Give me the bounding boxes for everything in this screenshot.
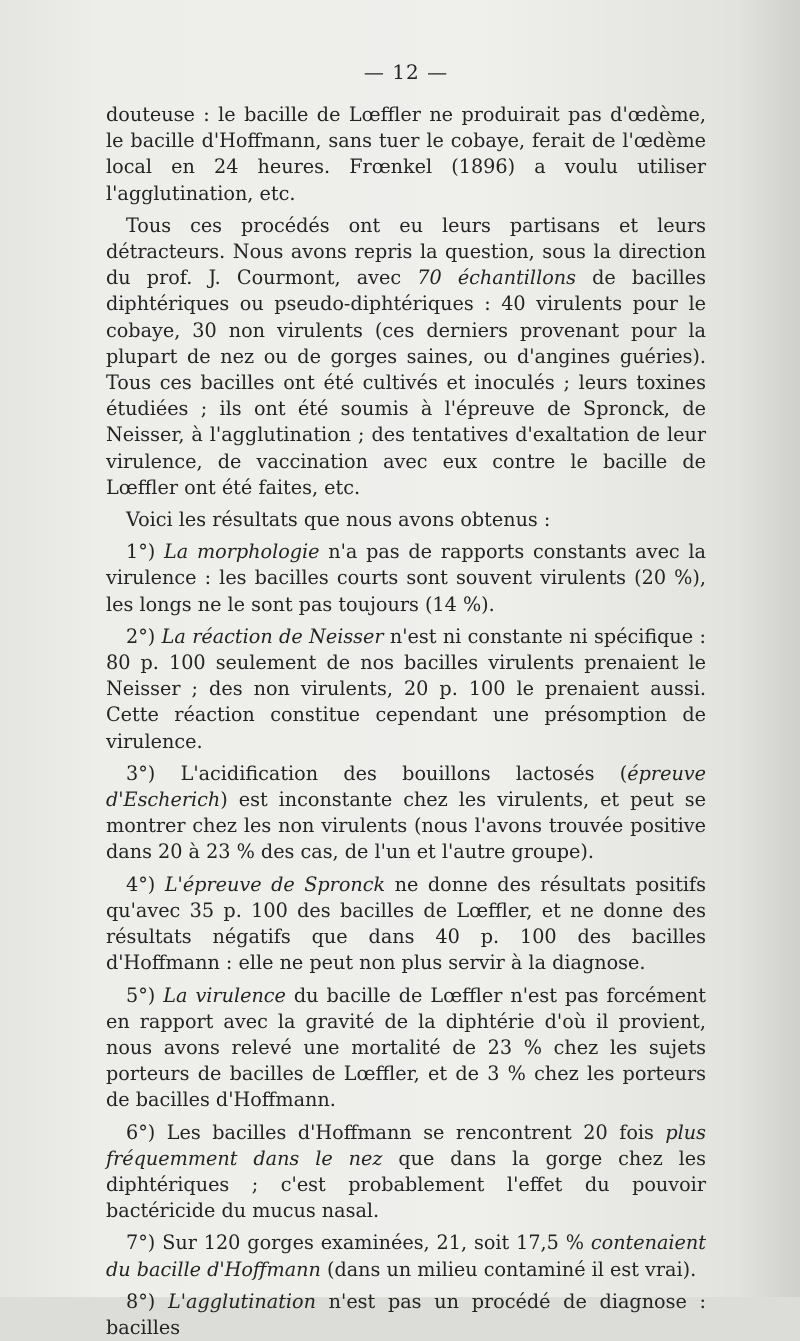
text-segment: 6°) Les bacilles d'Hoffmann se rencontrent 20 fois	[126, 1120, 666, 1144]
paragraph	[106, 872, 706, 977]
text-segment: 5°)	[126, 983, 164, 1007]
italic-text: contenaient du bacille d'Hoffmann	[106, 1231, 706, 1281]
text-segment: 7°) Sur 120 gorges examinées, 21, soit 17,5 %	[126, 1231, 591, 1255]
text-segment: 2°)	[126, 624, 162, 648]
paragraph	[106, 1120, 706, 1225]
text-segment: 1°)	[126, 540, 165, 564]
paragraph	[106, 761, 706, 866]
page-number: — 12 —	[363, 60, 449, 84]
italic-text: plus fréquemment dans le nez	[106, 1120, 706, 1170]
text-segment: 3°) L'acidification des bouillons lactosés (	[126, 761, 628, 785]
body-text	[106, 102, 706, 1341]
italic-text: L'agglutination	[168, 1289, 316, 1313]
italic-text: La réaction de Neisser	[161, 624, 384, 648]
text-segment: ne donne des résultats positifs qu'avec 35 p. 100 des bacilles de Lœffler, et ne donne des résultats négatifs que dans 40 p. 100 des bacilles d'Hoffmann : elle ne peut non plus servir à la diagnose.	[106, 872, 706, 975]
paragraph	[106, 539, 706, 618]
italic-text: La morphologie	[164, 540, 320, 564]
italic-text: La virulence	[163, 983, 286, 1007]
text-segment: Tous ces procédés ont eu leurs partisans et leurs détracteurs. Nous avons repris la question, sous la direction du prof. J. Courmont, avec	[106, 213, 706, 290]
text-segment: ) est inconstante chez les virulents, et peut se montrer chez les non virulents (nous l'avons trouvée positive dans 20 à 23 % des cas, de l'un et l'autre groupe).	[106, 788, 706, 864]
paragraph	[106, 507, 706, 533]
text-segment: de bacilles diphtériques ou pseudo-diphtériques : 40 virulents pour le cobaye, 30 non virulents (ces derniers provenant pour la plupart de nez ou de gorges saines, ou d'angines guéries). Tous ces bacilles ont été cultivés et inoculés ; leurs toxines étudiées ; ils ont été soumis à l'épreuve de Spronck, de Neisser, à l'agglutination ; des tentatives d'exaltation de leur virulence, de vaccination avec eux contre le bacille de Lœffler ont été faites, etc.	[106, 266, 706, 499]
italic-text: L'épreuve de Spronck	[164, 872, 386, 896]
text-segment: n'a pas de rapports constants avec la virulence : les bacilles courts sont souvent virulents (20 %), les longs ne le sont pas toujours (14 %).	[106, 540, 706, 616]
text-segment: 4°)	[126, 872, 165, 896]
text-segment: Voici les résultats que nous avons obtenus :	[126, 508, 551, 532]
text-segment: 8°)	[126, 1289, 169, 1313]
paragraph	[106, 213, 706, 501]
text-segment: n'est ni constante ni spécifique : 80 p. 100 seulement de nos bacilles virulents prenaient le Neisser ; des non virulents, 20 p. 100 le prenaient aussi. Cette réaction constitue cependant une présomption de virulence.	[106, 624, 706, 753]
text-segment: du bacille de Lœffler n'est pas forcément en rapport avec la gravité de la diphtérie d'où il provient, nous avons relevé une mortalité de 23 % chez les sujets porteurs de bacilles de Lœffler, et de 3 % chez les porteurs de bacilles d'Hoffmann.	[106, 983, 706, 1112]
text-segment: que dans la gorge chez les diphtériques ; c'est probablement l'effet du pouvoir bactéricide du mucus nasal.	[106, 1146, 706, 1223]
text-segment: (dans un milieu contaminé il est vrai).	[320, 1257, 697, 1281]
paragraph	[106, 624, 706, 755]
italic-text: épreuve d'Escherich	[106, 761, 706, 812]
text-segment: n'est pas un procédé de diagnose : bacilles	[106, 1289, 707, 1339]
paragraph	[106, 983, 706, 1114]
paragraph	[106, 1230, 706, 1282]
text-segment: douteuse : le bacille de Lœffler ne produirait pas d'œdème, le bacille d'Hoffmann, sans tuer le cobaye, ferait de l'œdème local en 24 heures. Frœnkel (1896) a voulu utiliser l'agglutination, etc.	[106, 103, 706, 205]
italic-text: 70 échantillons	[417, 266, 576, 290]
paragraph	[106, 102, 706, 207]
